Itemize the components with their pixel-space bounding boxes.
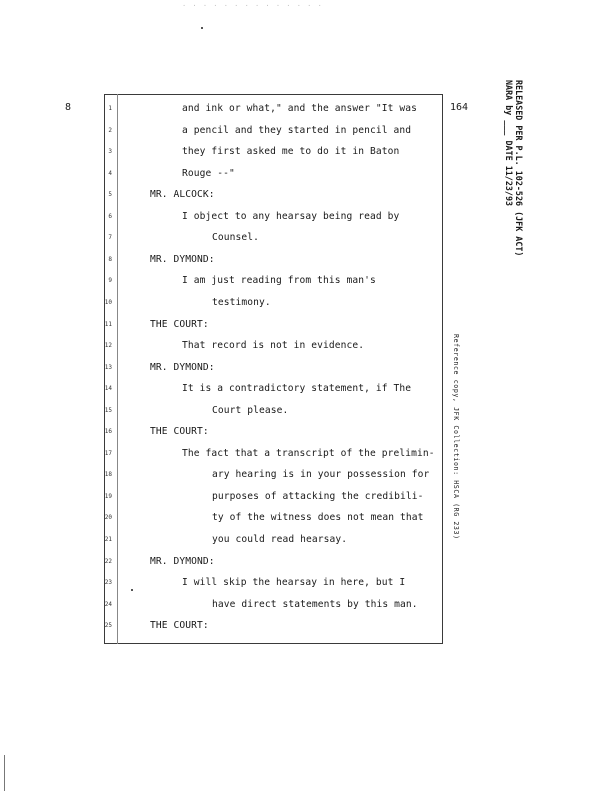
- speaker-label: THE COURT:: [150, 318, 209, 330]
- transcript-line: ary hearing is in your possession for: [212, 469, 430, 481]
- top-smudge: · · · · · · · · · · · · · ·: [182, 2, 323, 10]
- transcript-line: It is a contradictory statement, if The: [182, 383, 412, 395]
- line-number: 14: [104, 385, 112, 393]
- line-number: 23: [104, 579, 112, 587]
- transcript-line: I will skip the hearsay in here, but I: [182, 577, 406, 589]
- transcript-line: Counsel.: [212, 232, 260, 244]
- speaker-label: MR. DYMOND:: [150, 361, 215, 373]
- speaker-label: MR. DYMOND:: [150, 253, 215, 265]
- transcript-line: The fact that a transcript of the prelimin-: [182, 447, 435, 459]
- transcript-line: and ink or what," and the answer "It was: [182, 103, 418, 114]
- line-number: 17: [104, 449, 112, 457]
- line-number: 19: [104, 492, 112, 500]
- line-number: 8: [108, 255, 112, 263]
- release-stamp-line2: NARA by ___ DATE 11/23/93: [504, 80, 514, 207]
- reference-copy-note: Reference copy, JFK Collection: HSCA (RG 233): [452, 334, 460, 540]
- line-number: 1: [108, 105, 112, 112]
- line-number: 7: [108, 234, 112, 242]
- speaker-label: THE COURT:: [150, 426, 209, 438]
- line-number: 3: [108, 148, 112, 156]
- line-number: 6: [108, 212, 112, 220]
- transcript-line: testimony.: [212, 296, 271, 308]
- line-number: 21: [104, 536, 112, 543]
- line-number: 9: [108, 277, 112, 285]
- line-number: 10: [104, 298, 112, 306]
- release-stamp: [324, 80, 524, 257]
- transcript-line: a pencil and they started in pencil and: [182, 124, 412, 136]
- transcript-line: they first asked me to do it in Baton: [182, 146, 400, 158]
- transcript-line: you could read hearsay.: [212, 534, 348, 545]
- release-stamp-line1: RELEASED PER P.L. 102-526 (JFK ACT): [514, 80, 524, 257]
- speaker-label: MR. DYMOND:: [150, 555, 215, 567]
- line-number: 25: [104, 622, 112, 630]
- line-number: 16: [104, 428, 112, 436]
- speck: [201, 27, 203, 29]
- line-number: 22: [104, 557, 112, 565]
- line-number: 11: [104, 320, 112, 328]
- line-number: 24: [104, 600, 112, 608]
- transcript-line: Court please.: [212, 404, 289, 416]
- line-number: 2: [108, 126, 112, 134]
- margin-line: [117, 94, 118, 644]
- transcript-line: That record is not in evidence.: [182, 340, 365, 352]
- transcript-line: have direct statements by this man.: [212, 598, 418, 610]
- line-number: 20: [104, 514, 112, 522]
- line-number: 15: [104, 406, 112, 414]
- line-number: 13: [104, 363, 112, 371]
- line-number: 5: [108, 191, 112, 199]
- speaker-label: MR. ALCOCK:: [150, 189, 215, 201]
- line-number: 18: [104, 471, 112, 479]
- transcript-line: I am just reading from this man's: [182, 275, 376, 287]
- transcript-line: Rouge --": [182, 167, 235, 179]
- transcript-line: purposes of attacking the credibili-: [212, 490, 424, 502]
- line-number: 4: [108, 169, 112, 177]
- transcript-line: I object to any hearsay being read by: [182, 210, 400, 222]
- transcript-line: ty of the witness does not mean that: [212, 512, 424, 524]
- line-number: 12: [104, 342, 112, 350]
- sheet-number: 8: [65, 102, 72, 113]
- page-number: 164: [450, 102, 469, 113]
- speaker-label: THE COURT:: [150, 620, 209, 632]
- scan-edge-line: [4, 755, 5, 791]
